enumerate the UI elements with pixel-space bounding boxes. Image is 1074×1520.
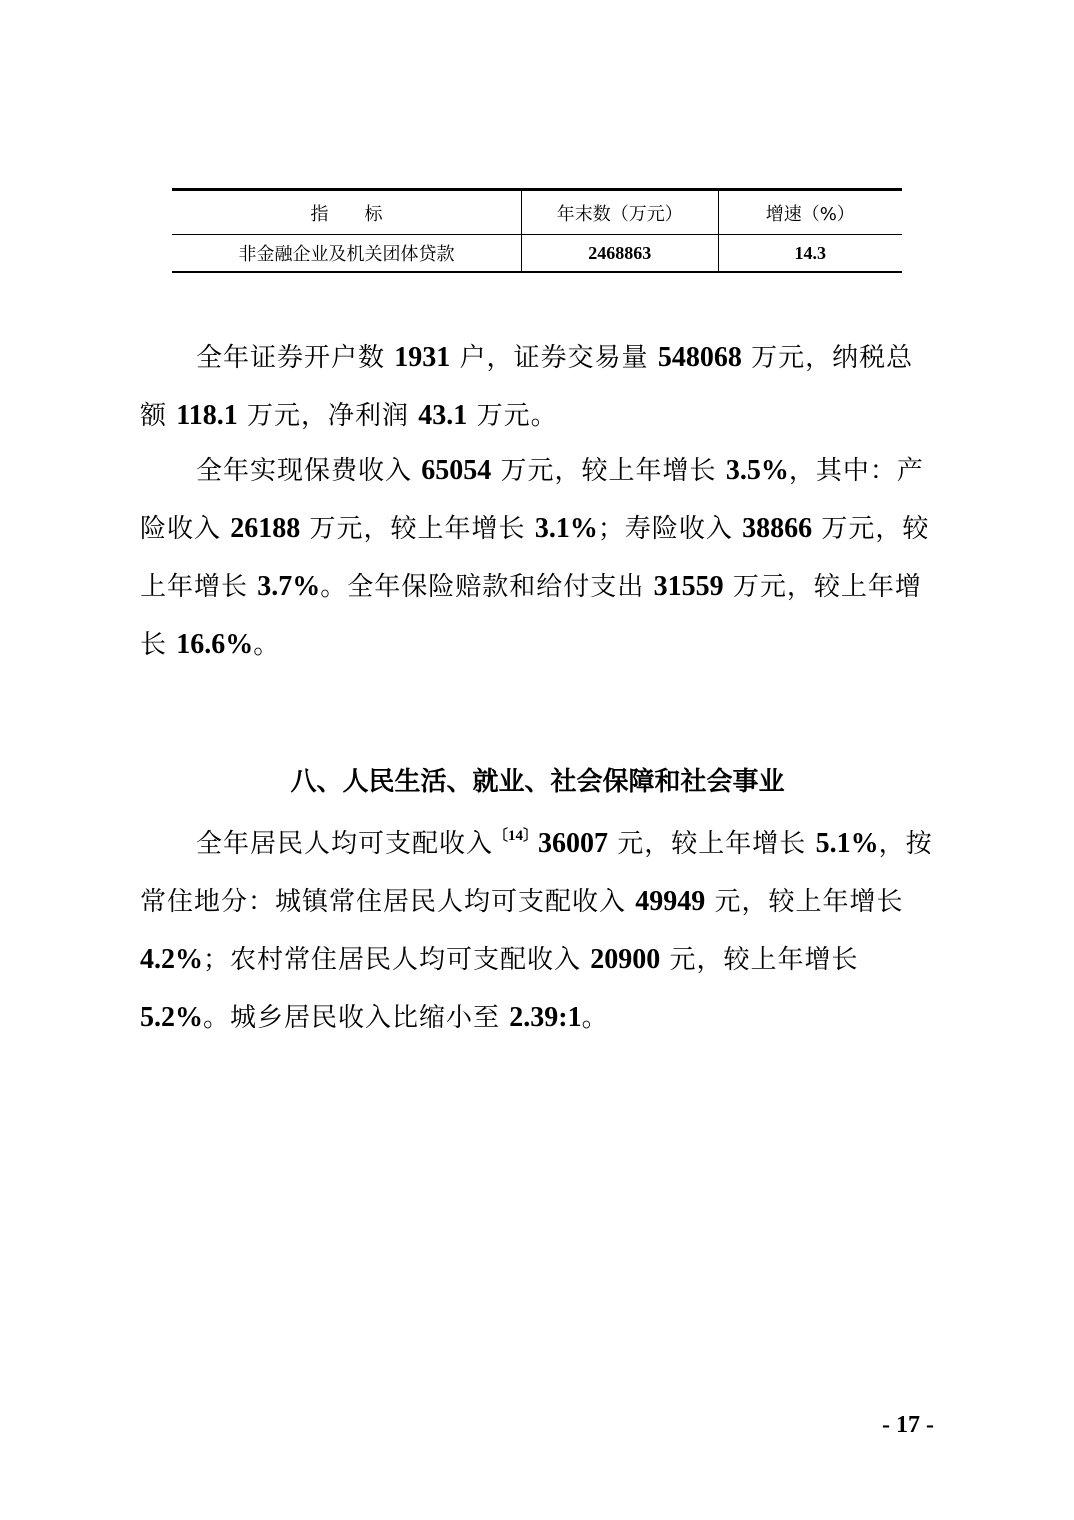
page-number: - 17 - [882, 1412, 934, 1438]
cell-indicator: 非金融企业及机关团体贷款 [172, 235, 522, 271]
table-row [172, 235, 902, 271]
bold-figure: 26188 [230, 513, 301, 544]
text-run: 元，较上年增长 [669, 945, 859, 975]
text-run: ；农村常住居民人均可支配收入 [203, 945, 582, 975]
bold-figure: 3.7% [257, 571, 321, 602]
bold-figure: 5.2% [140, 1002, 203, 1033]
text-run: 元，较上年增长 [714, 887, 904, 917]
bold-figure: 16.6% [176, 629, 254, 660]
text-run: 全年居民人均可支配收入 [196, 829, 494, 859]
bold-figure: 65054 [421, 455, 492, 486]
bold-figure: 20900 [590, 944, 661, 975]
bold-figure: 548068 [657, 342, 742, 373]
text-run: 万元。 [476, 401, 558, 431]
bold-figure: 1931 [394, 342, 451, 373]
paragraph-insurance [140, 442, 935, 674]
cell-year-end: 2468863 [522, 235, 718, 271]
cell-growth: 14.3 [794, 242, 827, 263]
table-header-row [172, 191, 902, 235]
bold-figure: 43.1 [418, 400, 468, 431]
text-run: 户，证券交易量 [459, 343, 649, 373]
text-run: 万元，净利润 [247, 401, 410, 431]
text-run: 。 [581, 1003, 609, 1033]
header-year-end: 年末数（万元） [522, 191, 718, 234]
footnote-ref[interactable]: 〔14〕 [493, 828, 539, 844]
bold-figure: 3.5% [725, 455, 789, 486]
paragraph-securities [140, 329, 935, 445]
bold-figure: 5.1% [815, 828, 879, 859]
text-run: 。全年保险赔款和给付支出 [320, 572, 645, 602]
text-run: 万元，较上年增长 [140, 514, 930, 602]
text-run: ；寿险收入 [597, 514, 733, 544]
text-run: 全年证券开户数 [196, 343, 386, 373]
bold-figure: 118.1 [176, 400, 238, 431]
header-indicator: 指 标 [172, 191, 522, 234]
text-run: 万元，较上年增长 [500, 456, 717, 486]
text-run: 。 [253, 630, 281, 660]
text-run: 万元，较上年增长 [140, 572, 922, 660]
header-growth: 增速（%） [765, 203, 855, 225]
bold-figure: 31559 [653, 571, 724, 602]
bold-figure: 4.2% [140, 944, 203, 975]
bold-figure: 2.39:1 [509, 1002, 582, 1033]
text-run: ，其中：产险收入 [140, 456, 924, 544]
text-run: 全年实现保费收入 [196, 456, 413, 486]
text-run: 万元，纳税总额 [140, 343, 914, 431]
text-run: 万元，较上年增长 [309, 514, 526, 544]
text-run: 。城乡居民收入比缩小至 [203, 1003, 501, 1033]
text-run: ，按常住地分：城镇常住居民人均可支配收入 [140, 829, 933, 917]
paragraph-income [140, 808, 935, 1047]
section-heading: 八、人民生活、就业、社会保障和社会事业 [290, 767, 785, 797]
data-table [172, 188, 902, 273]
bold-figure: 36007 [538, 828, 609, 859]
bold-figure: 3.1% [534, 513, 598, 544]
text-run: 元，较上年增长 [617, 829, 807, 859]
bold-figure: 49949 [635, 886, 706, 917]
bold-figure: 38866 [742, 513, 813, 544]
